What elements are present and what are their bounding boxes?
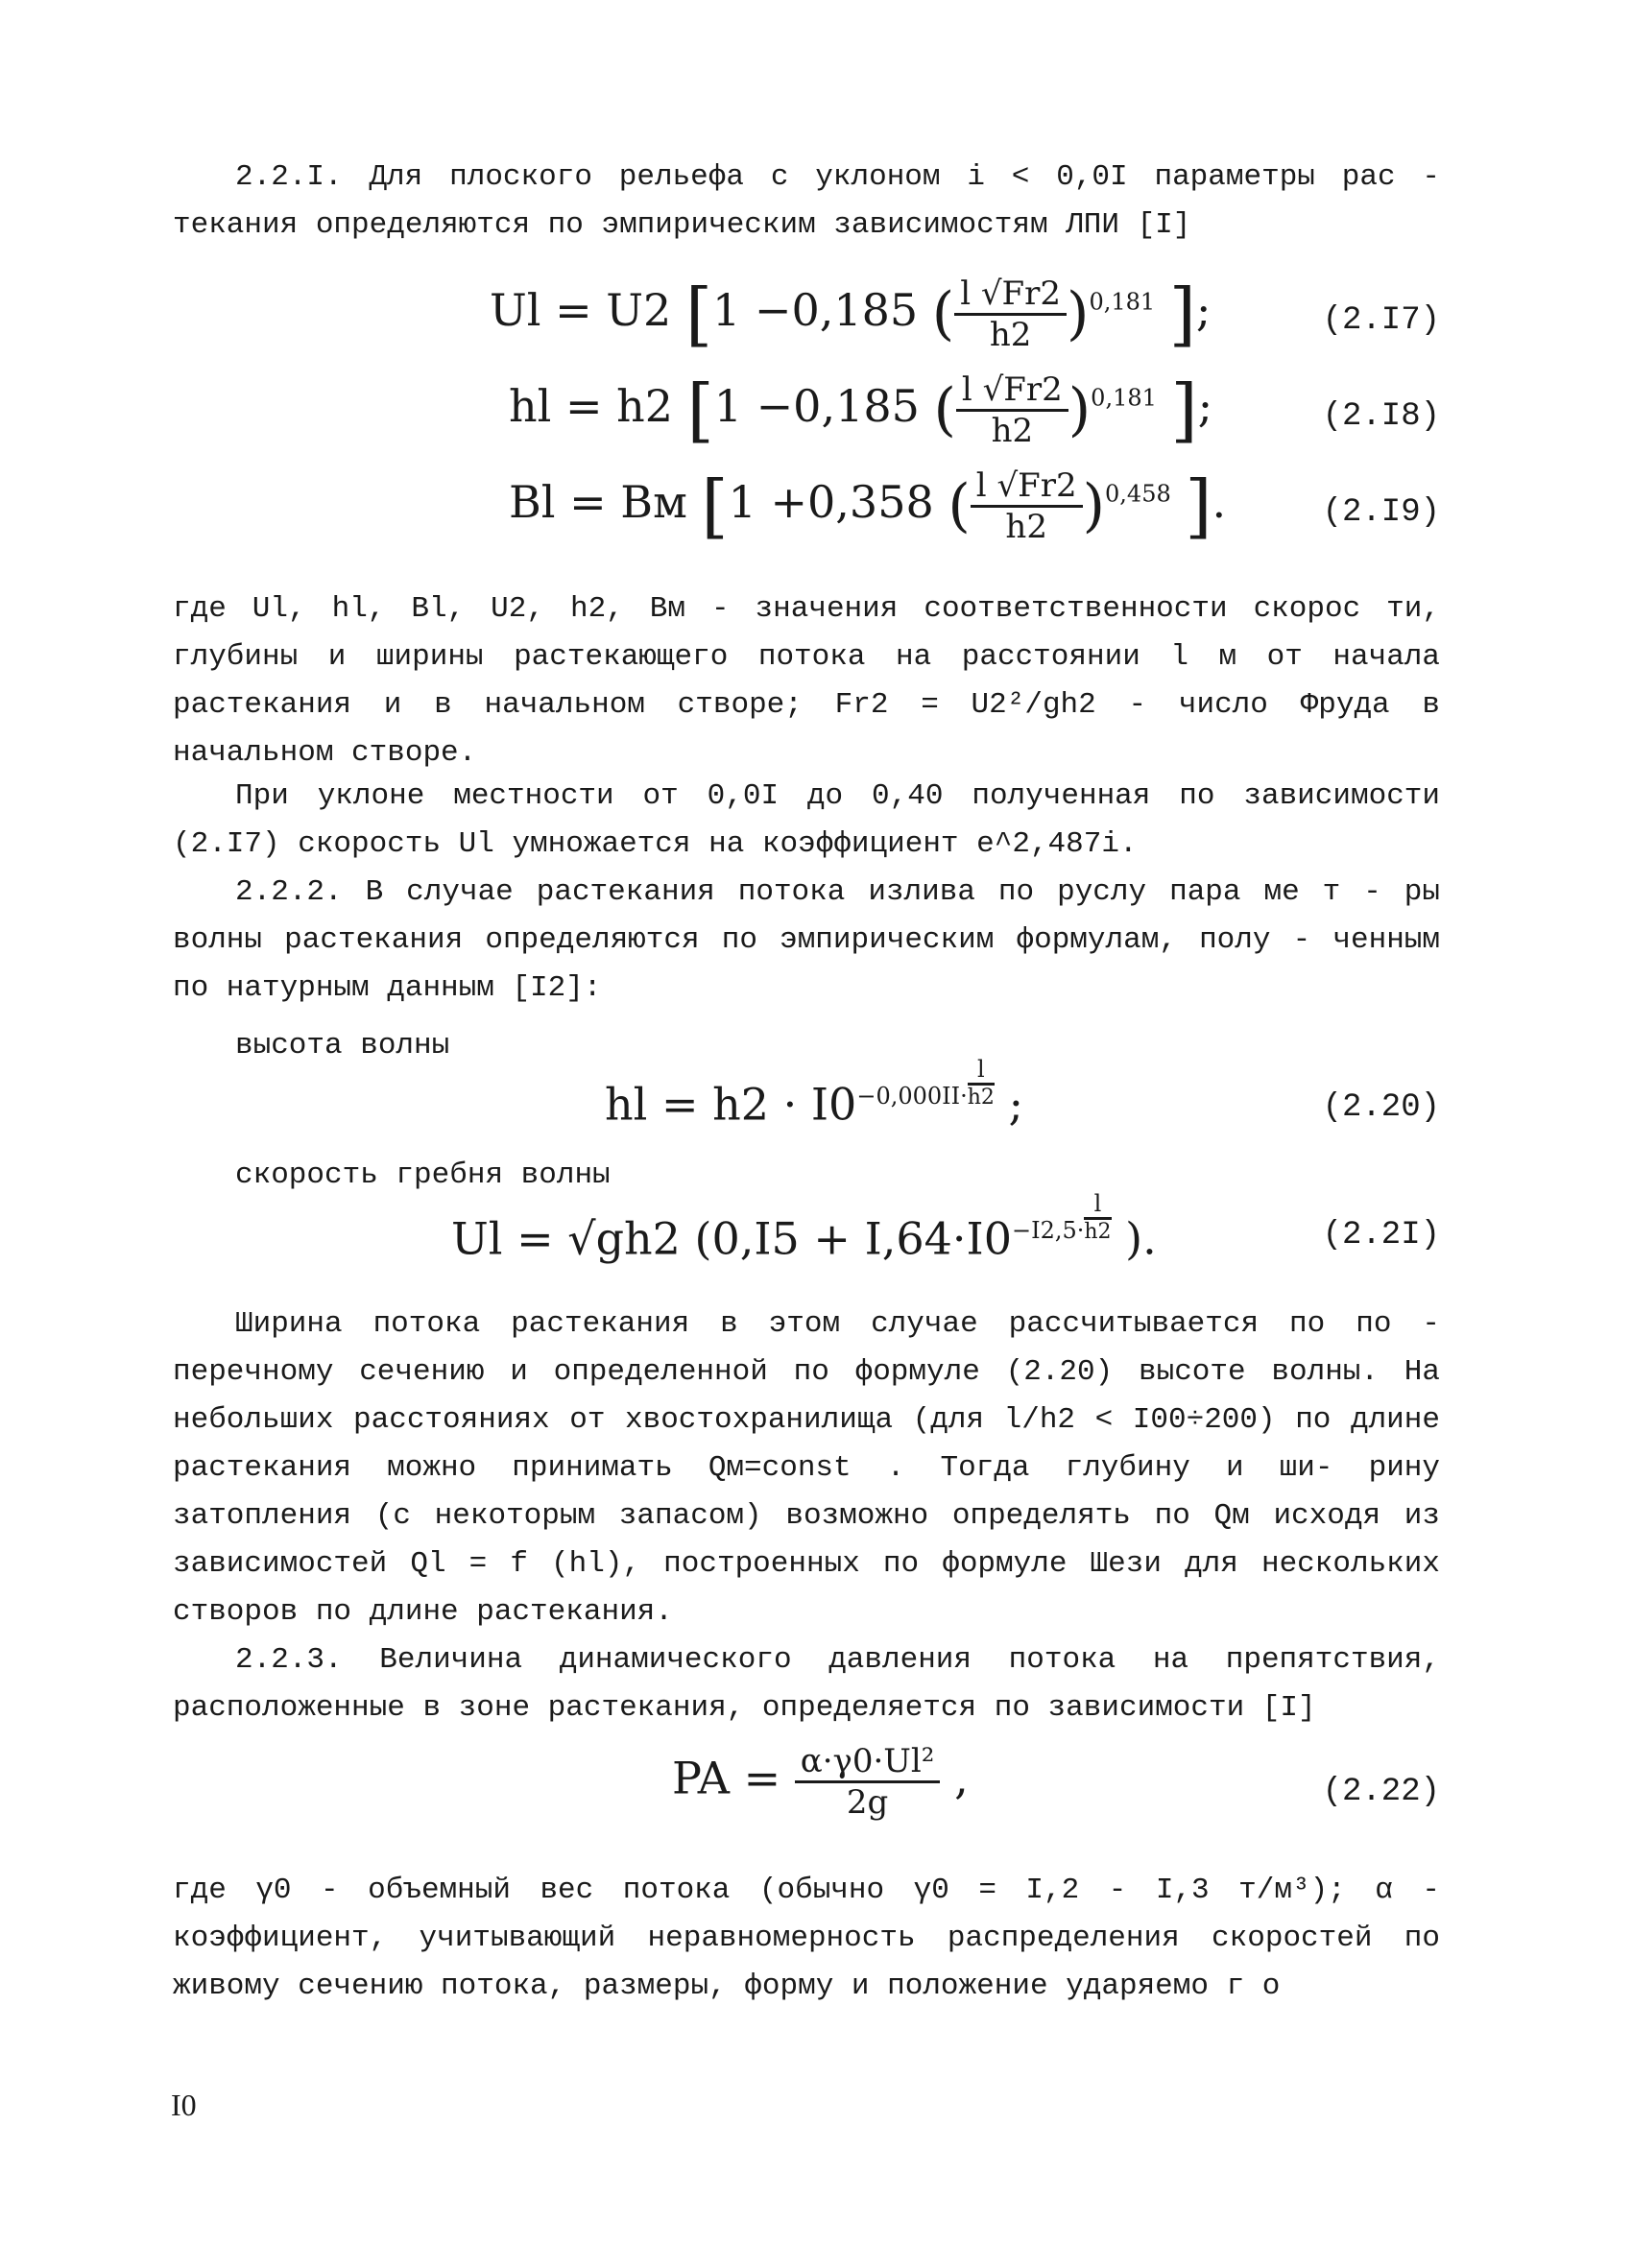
equation-2-21: Ul = √gh2 ($0,I5 + I,64\cdot I0^{-I2,5\cdot}$ $\frac{l}{h2}$ ). [451,1190,1157,1265]
equation-2-18: hl = h2 [1 −0,185 ( $\frac{l √Fr2}{h2}$ )$^{0,181}$ ]; [509,370,1213,450]
paragraph-definitions: где Ul, hl, Bl, U2, h2, Bм - значения соответственности скорос ти, глубины и ширины растекающего потока на расстоянии l м от начала растекания и в начальном створе; Fr2 = U2²/gh2 - число Фруда в начальном створе. [173,592,1440,770]
paragraph-2-2-3: 2.2.3. Величина динамического давления потока на препятствия, расположенные в зоне растекания, определяется по зависимости [I] [173,1643,1440,1725]
label-crest-speed: скорость гребня волны [235,1158,611,1192]
page-number: I0 [171,2088,197,2122]
paragraph-coefficients: где γ0 - объемный вес потока (обычно γ0 = I,2 - I,3 т/м³); α - коэффициент, учитывающий неравномерность распределения скоростей по живому сечению потока, размеры, форму и положение ударяемо г о [173,1874,1440,2003]
equation-number-2-22: (2.22) [1322,1774,1440,1810]
equation-2-22: PA = $\frac{\text{α·γ0·Ul²}}{2g}$ , [672,1742,969,1822]
paragraph-slope: При уклоне местности от 0,0I до 0,40 полученная по зависимости (2.I7) скорость Ul умножается на коэффициент e^2,487i. [173,779,1440,861]
equation-number-2-19: (2.I9) [1322,494,1440,531]
paragraph-2-2-1: 2.2.I. Для плоского рельефа с уклоном i < 0,0I параметры рас - текания определяются по эмпирическим зависимостям ЛПИ [I] [173,160,1440,242]
equation-number-2-21: (2.2I) [1322,1217,1440,1253]
paragraph-2-2-2: 2.2.2. В случае растекания потока излива по руслу пара ме т - ры волны растекания определяются по эмпирическим формулам, полу - ченным по натурным данным [I2]: [173,875,1440,1005]
equation-2-20: hl = $h2 \cdot I0^{-0,000II\cdot}$ $\frac{l}{h2}$ ; [605,1056,1024,1131]
equation-number-2-17: (2.I7) [1322,302,1440,339]
equation-2-19: Bl = Bм [1 +0,358 ( $\frac{l √Fr2}{h2}$ )$^{0,458}$ ]. [509,466,1227,546]
equation-2-17: Ul = U2 [1 −0,185 ( $\frac{l √Fr2}{h2}$ )$^{0,181}$ ]; [490,274,1212,354]
label-wave-height: высота волны [235,1029,450,1062]
paragraph-width: Ширина потока растекания в этом случае рассчитывается по по - перечному сечению и определенной по формуле (2.20) высоте волны. На небольших расстояниях от хвостохранилища (для l/h2 < I00÷200) по длине растекания можно принимать Qм=const . Тогда глубину и ши- рину затопления (с некоторым запасом) возможно определять по Qм исходя из зависимостей Ql = f (hl), построенных по формуле Шези для нескольких створов по длине растекания. [173,1307,1440,1629]
equation-number-2-20: (2.20) [1322,1089,1440,1126]
equation-number-2-18: (2.I8) [1322,398,1440,435]
